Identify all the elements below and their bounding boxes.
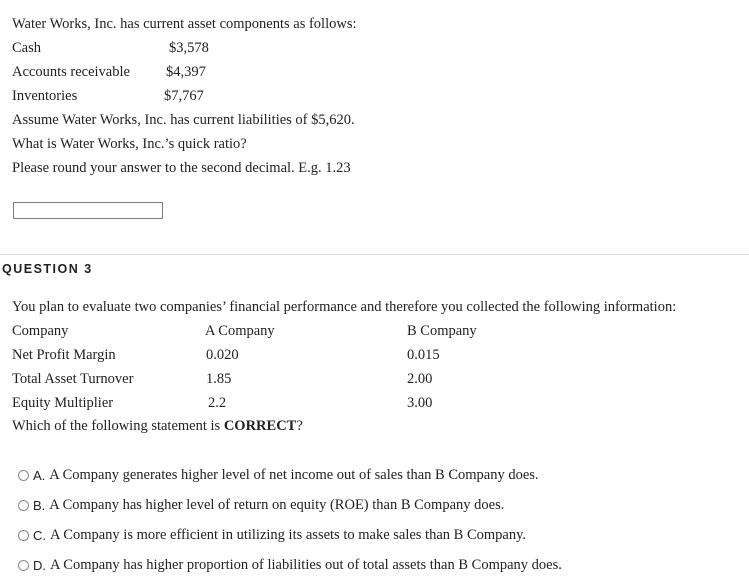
q2-instruction: Please round your answer to the second decimal. E.g. 1.23 — [12, 160, 351, 176]
option-letter: C. — [33, 528, 46, 543]
asset-value-inventories: $7,767 — [164, 88, 204, 104]
option-letter: B. — [33, 498, 46, 513]
option-text[interactable]: A Company generates higher level of net income out of sales than B Company does. — [49, 467, 539, 483]
q3-intro: You plan to evaluate two companies’ financial performance and therefore you collected the following information: — [12, 299, 677, 315]
radio-button[interactable] — [18, 560, 29, 571]
table-cell-a: 0.020 — [206, 347, 239, 363]
question-3-title: QUESTION 3 — [2, 262, 93, 276]
asset-value-receivable: $4,397 — [166, 64, 206, 80]
option-b[interactable] — [18, 497, 504, 514]
table-cell-b: 0.015 — [407, 347, 440, 363]
option-text[interactable]: A Company is more efficient in utilizing its assets to make sales than B Company. — [50, 527, 527, 543]
table-row-label: Total Asset Turnover — [12, 371, 134, 387]
q3-prompt-text: Which of the following statement is — [12, 418, 224, 434]
q3-prompt-emphasis: CORRECT — [223, 418, 297, 434]
option-text[interactable]: A Company has higher level of return on equity (ROE) than B Company does. — [49, 497, 505, 513]
table-header-company: Company — [12, 323, 69, 339]
asset-label-receivable: Accounts receivable — [12, 64, 130, 80]
q3-prompt — [12, 418, 303, 435]
q2-question: What is Water Works, Inc.’s quick ratio? — [12, 136, 247, 152]
radio-button[interactable] — [18, 530, 29, 541]
option-c[interactable] — [18, 527, 526, 544]
q2-intro: Water Works, Inc. has current asset components as follows: — [12, 16, 357, 32]
table-row-label: Net Profit Margin — [12, 347, 116, 363]
q3-prompt-end: ? — [296, 418, 303, 434]
table-row-label: Equity Multiplier — [12, 395, 114, 411]
option-letter: A. — [33, 468, 46, 483]
section-divider — [0, 254, 749, 255]
radio-button[interactable] — [18, 500, 29, 511]
table-header-b-company: B Company — [407, 323, 477, 339]
table-cell-a: 1.85 — [206, 371, 232, 387]
option-d[interactable] — [18, 557, 562, 574]
asset-value-cash: $3,578 — [169, 40, 209, 56]
answer-input[interactable] — [13, 202, 163, 219]
option-letter: D. — [33, 558, 46, 573]
radio-button[interactable] — [18, 470, 29, 481]
option-a[interactable] — [18, 467, 539, 484]
q2-liabilities-text: Assume Water Works, Inc. has current liabilities of $5,620. — [12, 112, 355, 128]
table-cell-b: 3.00 — [407, 395, 433, 411]
table-header-a-company: A Company — [205, 323, 275, 339]
option-text[interactable]: A Company has higher proportion of liabilities out of total assets than B Company does. — [50, 557, 562, 573]
asset-label-cash: Cash — [12, 40, 41, 56]
table-cell-b: 2.00 — [407, 371, 433, 387]
table-cell-a: 2.2 — [208, 395, 227, 411]
asset-label-inventories: Inventories — [12, 88, 78, 104]
